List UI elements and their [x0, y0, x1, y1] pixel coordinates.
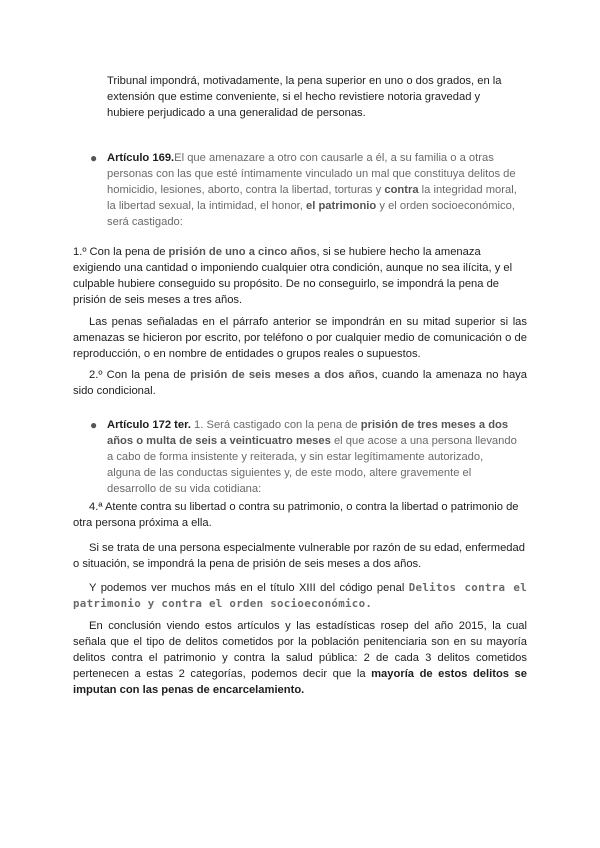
paragraph-vulnerable: Si se trata de una persona especialmente vulnerable por razón de su edad, enfermedad o situación, se impondrá la pena de prisión de seis meses a dos años.: [73, 542, 525, 570]
paragraph-titulo-xiii: [73, 580, 527, 612]
article-172-title: Artículo 172 ter.: [107, 419, 191, 431]
article-169-bold-1: contra: [384, 184, 419, 196]
numeral-1-text-1: 1.º Con la pena de: [73, 246, 169, 258]
numeral-1-text-2: , si se hubiere hecho la amenaza exigiendo una cantidad o imponiendo cualquier otra condición, aunque no sea ilícita, y el culpable hubiere conseguido su propósito. De no conseguirlo, se impondrá la pena de prisión de seis meses a tres años.: [73, 246, 513, 306]
bullet-art172: ●: [90, 418, 98, 432]
bullet-art169: ●: [90, 151, 98, 165]
numeral-2-text-2: , cuando la amenaza no haya sido condicional.: [73, 369, 527, 397]
numeral-4: 4.ª Atente contra su libertad o contra su patrimonio, o contra la libertad o patrimonio de otra persona próxima a ella.: [73, 501, 519, 529]
titulo-text: Y podemos ver muchos más en el título XIII del código penal: [89, 582, 409, 594]
article-172-text-1: 1. Será castigado con la pena de: [190, 419, 361, 431]
conclusion-text: En conclusión viendo estos artículos y las estadísticas rosep del año 2015, la cual señala que el tipo de delitos cometidos por la población penitenciaria son en su mayoría delitos contra el patrimonio y contra la salud pública: 2 de cada 3 delitos cometidos pertenecen a estas 2 categorías, podemos decir que la: [73, 620, 527, 680]
numeral-2-bold: prisión de seis meses a dos años: [190, 369, 375, 381]
paragraph-conclusion: [73, 618, 527, 698]
article-169: [107, 150, 519, 230]
article-169-text-3: y el orden socioeconómico, será castigado:: [107, 200, 515, 228]
numeral-1: [73, 244, 527, 308]
numeral-1-bold: prisión de uno a cinco años: [168, 246, 317, 258]
article-172-bold: prisión de tres meses a dos años o multa de seis a veinticuatro meses: [107, 419, 509, 447]
article-172-text-2: el que acose a una persona llevando a cabo de forma insistente y reiterada, y sin estar legítimamente autorizado, alguna de las conductas siguientes y, de este modo, altere gravemente el desarrollo de su vida cotidiana:: [107, 435, 517, 495]
paragraph-penas: Las penas señaladas en el párrafo anterior se impondrán en su mitad superior si las amenazas se hicieron por escrito, por teléfono o por cualquier medio de comunicación o de reproducción, o en nombre de entidades o grupos reales o supuestos.: [73, 316, 527, 360]
article-169-title: Artículo 169.: [107, 152, 175, 164]
numeral-2-text-1: 2.º Con la pena de: [89, 369, 191, 381]
paragraph-tribunal: Tribunal impondrá, motivadamente, la pena superior en uno o dos grados, en la extensión que estime conveniente, si el hecho revistiere notoria gravedad y hubiere perjudicado a una generalidad de personas.: [107, 75, 502, 119]
conclusion-bold: mayoría de estos delitos se imputan con las penas de encarcelamiento.: [73, 668, 527, 696]
article-169-text-2: la integridad moral, la libertad sexual, la intimidad, el honor,: [107, 184, 517, 212]
titulo-reference: Delitos contra el patrimonio y contra el orden socioeconómico.: [73, 581, 527, 610]
article-169-text-1: El que amenazare a otro con causarle a él, a su familia o a otras personas con las que esté íntimamente vinculado un mal que constituya delitos de homicidio, lesiones, aborto, contra la libertad, torturas y: [107, 152, 516, 196]
numeral-2: [73, 367, 527, 399]
article-172-ter: [107, 417, 519, 497]
article-169-bold-2: el patrimonio: [306, 200, 377, 212]
